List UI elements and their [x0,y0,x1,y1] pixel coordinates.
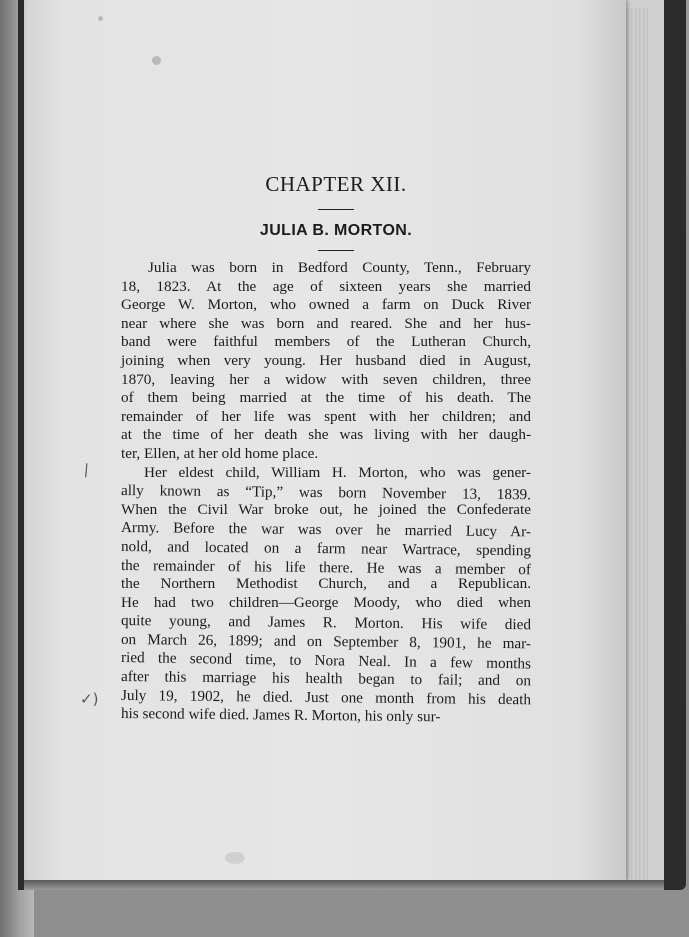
text-line: ried the second time, to Nora Neal. In a few months [120,649,532,673]
divider [318,250,354,251]
page-bottom-shadow [24,880,664,890]
pencil-mark: | [83,461,90,479]
pencil-check-icon: ✓) [80,690,99,708]
text-line: band were faithful members of the Lutheran Church, [121,333,531,351]
text-line: Army. Before the war was over he married Lucy Ar- [120,519,532,541]
text-line: 18, 1823. At the age of sixteen years she married [121,277,531,295]
ink-spot [225,852,245,864]
chapter-title: CHAPTER XII. [265,172,407,196]
text-line: remainder of her life was spent with her children; and [121,407,531,425]
text-line: the Northern Methodist Church, and a Republican. [121,575,531,593]
text-line: nold, and located on a farm near Wartrace, spending [120,537,532,560]
text-line: the remainder of his life there. He was a member of [120,556,532,578]
text-line: on March 26, 1899; and on September 8, 1901, he mar- [120,630,532,653]
text-line: When the Civil War broke out, he joined the Confederate [121,500,531,518]
text-line: his second wife died. James R. Morton, his only sur- [120,705,441,726]
ink-spot [152,56,161,65]
text-line: joining when very young. Her husband died in August, [121,351,531,369]
section-title: JULIA B. MORTON. [259,222,413,239]
divider [318,209,354,210]
chapter-content [121,172,531,724]
text-line: near where she was born and reared. She and her hus- [121,314,531,332]
paragraph-1 [121,259,531,464]
text-line: at the time of her death she was living with her daugh- [121,426,531,444]
body-text [121,259,531,724]
ink-spot [98,16,103,21]
text-line: of them being married at the time of his death. The [121,389,531,407]
text-line: ter, Ellen, at her old home place. [121,444,319,462]
text-line: He had two children—George Moody, who died when [121,593,531,611]
text-line: Her eldest child, William H. Morton, who was gener- [144,463,531,481]
text-line: quite young, and James R. Morton. His wife died [120,612,532,634]
text-line: ally known as “Tip,” was born November 13, 1839. [120,482,532,504]
text-line: Julia was born in Bedford County, Tenn., February [148,259,531,276]
text-line: George W. Morton, who owned a farm on Duck River [121,296,531,314]
text-line: after this marriage his health began to fail; and on [120,668,532,690]
text-line: 1870, leaving her a widow with seven children, three [121,370,531,388]
text-line: July 19, 1902, he died. Just one month from his death [120,686,532,708]
paragraph-2 [121,464,531,724]
